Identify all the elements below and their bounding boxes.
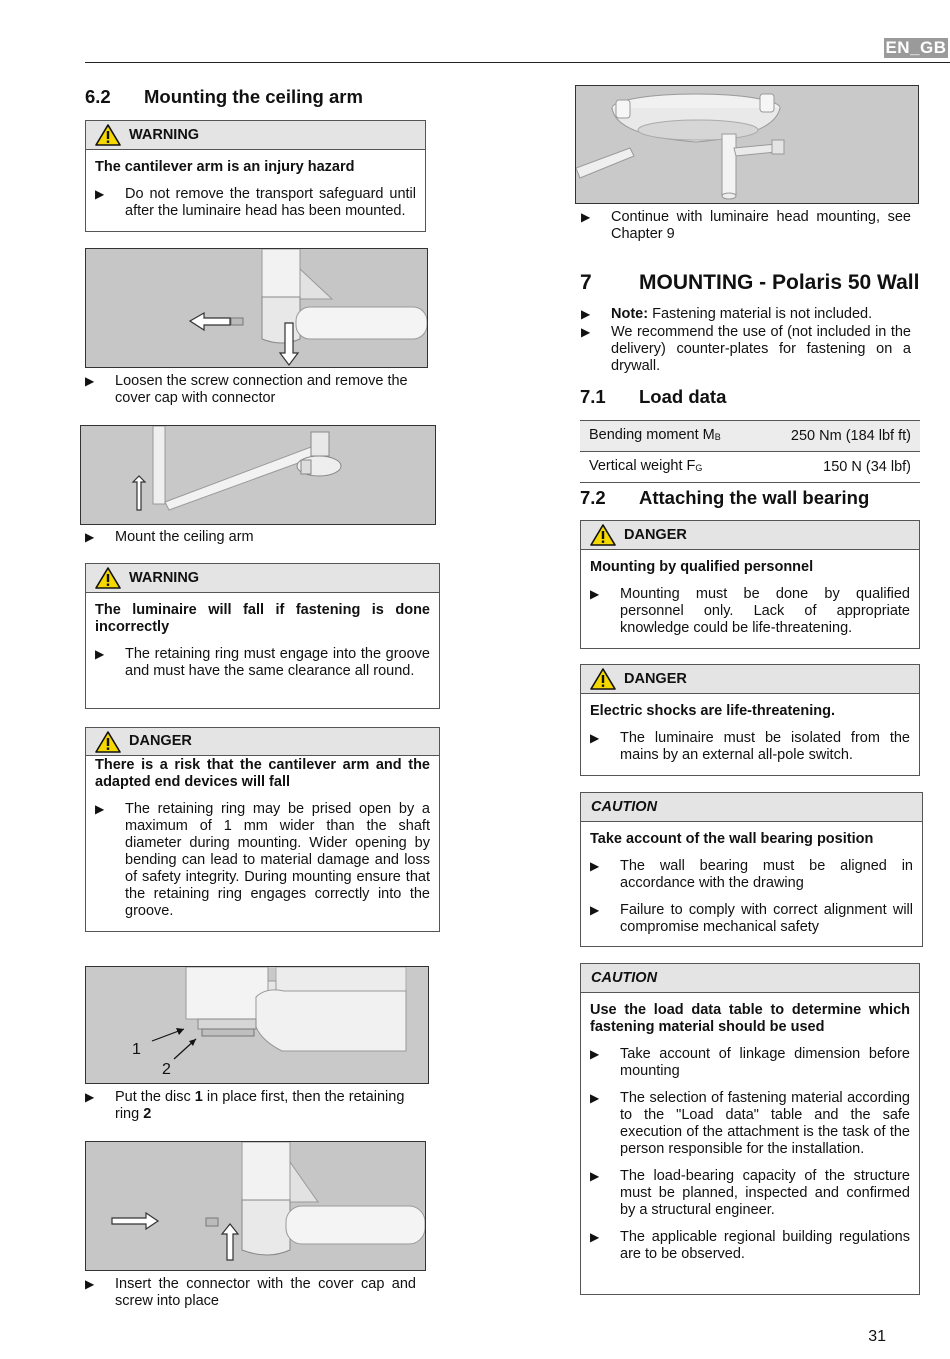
danger-item: ▶ The retaining ring may be prised open by a maximum of 1 mm wider than the shaft diameter during mounting. Wider opening by bending can lead to material damage and loss of safety integrity. During mounting ensure that the retaining ring engages correctly into the groove. (95, 801, 430, 919)
triangle-bullet-icon: ▶ (95, 647, 105, 661)
figure-remove-cover-cap (85, 248, 428, 368)
page-number: 31 (868, 1328, 886, 1345)
caution-item: ▶ The applicable regional building regulations are to be observed. (590, 1229, 910, 1262)
warning-title: The cantilever arm is an injury hazard (95, 159, 355, 175)
triangle-bullet-icon: ▶ (590, 1230, 600, 1244)
header-rule (85, 62, 950, 63)
warning-title: The luminaire will fall if fastening is done incorrectly (95, 602, 430, 635)
load-value: 250 Nm (184 lbf ft) (757, 421, 920, 452)
step-loosen-screw: ▶ Loosen the screw connection and remove the cover cap with connector (85, 373, 408, 406)
load-value: 150 N (34 lbf) (757, 452, 920, 483)
load-data-table (580, 420, 920, 483)
danger-box-qualified-personnel (580, 520, 920, 649)
warning-triangle-icon (95, 731, 121, 753)
caution-item: ▶ The load-bearing capacity of the structure must be planned, inspected and confirmed by a structural engineer. (590, 1168, 910, 1218)
caution-title: Take account of the wall bearing position (590, 831, 874, 847)
note-fastening-material: ▶ Note: Fastening material is not included. (581, 306, 873, 322)
warning-triangle-icon (95, 567, 121, 589)
caution-item: ▶ Take account of linkage dimension before mounting (590, 1046, 910, 1079)
triangle-bullet-icon: ▶ (590, 587, 600, 601)
caution-item: ▶ The wall bearing must be aligned in accordance with the drawing (590, 858, 913, 891)
warning-header: WARNING (86, 564, 439, 593)
triangle-bullet-icon: ▶ (590, 731, 600, 745)
danger-title: Mounting by qualified personnel (590, 559, 814, 575)
triangle-bullet-icon: ▶ (590, 1047, 600, 1061)
triangle-bullet-icon: ▶ (85, 530, 95, 544)
danger-header: DANGER (581, 665, 919, 694)
danger-title: Electric shocks are life-threatening. (590, 703, 835, 719)
triangle-bullet-icon: ▶ (590, 1169, 600, 1183)
recommendation-counter-plates: ▶ We recommend the use of (not included in the delivery) counter-plates for fastening on a drywall. (581, 324, 911, 374)
triangle-bullet-icon: ▶ (95, 187, 105, 201)
section-7-2-heading: 7.2 Attaching the wall bearing (580, 487, 870, 508)
section-6-2-heading: 6.2 Mounting the ceiling arm (85, 86, 363, 107)
figure-luminaire-head (575, 85, 919, 204)
language-badge: EN_GB (885, 38, 947, 57)
step-insert-connector: ▶ Insert the connector with the cover cap and screw into place (85, 1276, 416, 1309)
triangle-bullet-icon: ▶ (85, 374, 95, 388)
danger-box-cantilever (85, 727, 440, 932)
caution-header: CAUTION (581, 964, 919, 993)
warning-item: ▶ Do not remove the transport safeguard until after the luminaire head has been mounted. (95, 186, 416, 219)
warning-header: WARNING (86, 121, 425, 150)
table-row (580, 452, 920, 483)
danger-item: ▶ The luminaire must be isolated from the mains by an external all-pole switch. (590, 730, 910, 763)
table-row (580, 421, 920, 452)
section-7-1-heading: 7.1 Load data (580, 386, 727, 407)
triangle-bullet-icon: ▶ (95, 802, 105, 816)
triangle-bullet-icon: ▶ (590, 903, 600, 917)
triangle-bullet-icon: ▶ (85, 1277, 95, 1291)
triangle-bullet-icon: ▶ (581, 325, 591, 339)
figure-mount-ceiling-arm (80, 425, 436, 525)
step-continue-luminaire-head: ▶ Continue with luminaire head mounting, see Chapter 9 (581, 209, 911, 242)
warning-triangle-icon (590, 668, 616, 690)
warning-box-transport (85, 120, 426, 232)
caution-title: Use the load data table to determine which fastening material should be used (590, 1002, 910, 1035)
caution-item: ▶ The selection of fastening material according to the "Load data" table and the safe execution of the attachment is the task of the person responsible for the installation. (590, 1090, 910, 1157)
triangle-bullet-icon: ▶ (590, 1091, 600, 1105)
danger-box-electric-shock (580, 664, 920, 776)
figure-insert-connector (85, 1141, 426, 1271)
danger-item: ▶ Mounting must be done by qualified personnel only. Lack of appropriate knowledge could be life-threatening. (590, 586, 910, 636)
figure-label-1: 1 (132, 1041, 141, 1058)
section-7-heading: 7 MOUNTING - Polaris 50 Wall (580, 271, 920, 294)
figure-disc-retaining-ring (85, 966, 429, 1084)
danger-header: DANGER (581, 521, 919, 550)
load-label: Vertical weight $F_G$ (580, 452, 757, 483)
caution-item: ▶ Failure to comply with correct alignment will compromise mechanical safety (590, 902, 913, 935)
warning-triangle-icon (590, 524, 616, 546)
step-put-disc: ▶ Put the disc 1 in place first, then the retaining ring 2 (85, 1089, 405, 1122)
warning-triangle-icon (95, 124, 121, 146)
danger-header: DANGER (86, 728, 439, 756)
warning-box-fastening (85, 563, 440, 709)
danger-title: There is a risk that the cantilever arm and the adapted end devices will fall (95, 757, 430, 790)
caution-box-wall-bearing (580, 792, 923, 947)
triangle-bullet-icon: ▶ (581, 307, 591, 321)
triangle-bullet-icon: ▶ (85, 1090, 95, 1104)
load-label: Bending moment $M_B$ (580, 421, 757, 452)
figure-label-2: 2 (162, 1061, 171, 1078)
warning-item: ▶ The retaining ring must engage into the groove and must have the same clearance all round. (95, 646, 430, 679)
caution-box-load-data (580, 963, 920, 1295)
caution-header: CAUTION (581, 793, 922, 822)
triangle-bullet-icon: ▶ (581, 210, 591, 224)
step-mount-ceiling-arm: ▶ Mount the ceiling arm (85, 529, 254, 545)
triangle-bullet-icon: ▶ (590, 859, 600, 873)
